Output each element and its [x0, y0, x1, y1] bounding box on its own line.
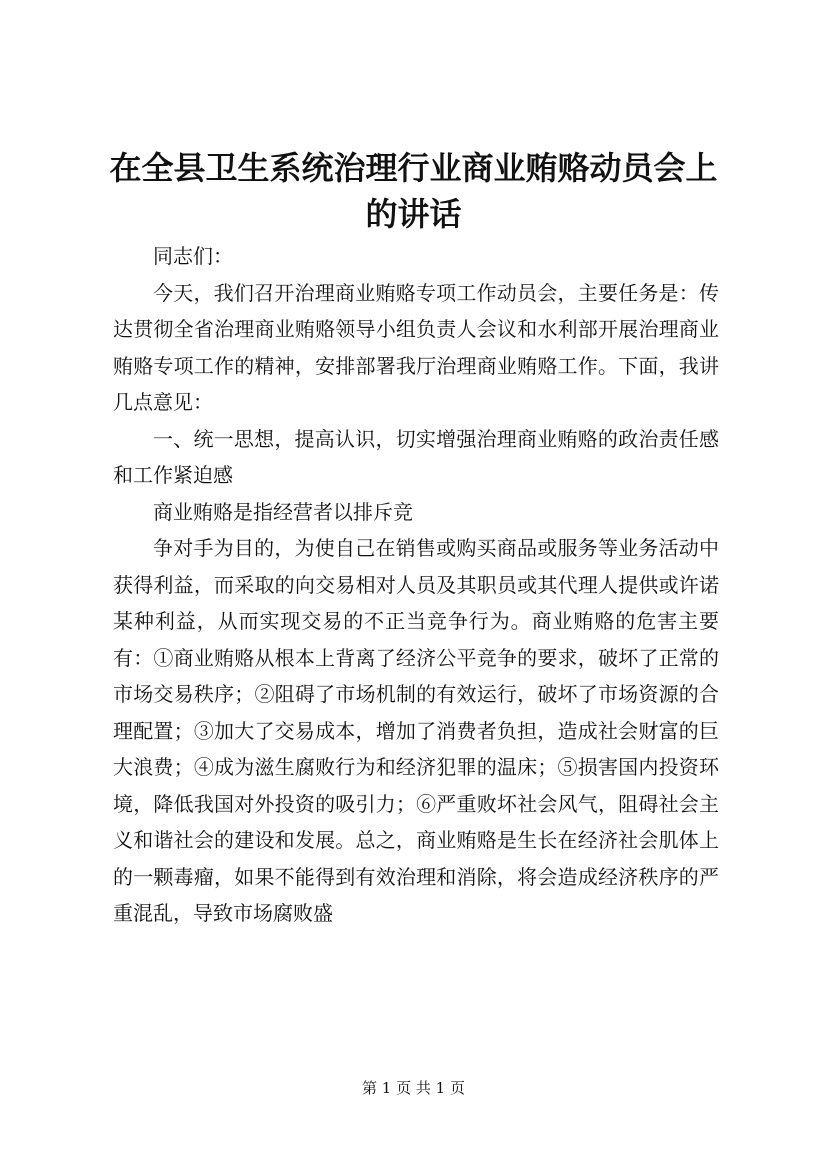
intro-paragraph: 今天，我们召开治理商业贿赂专项工作动员会，主要任务是：传达贯彻全省治理商业贿赂领导小组负责人会议和水利部开展治理商业贿赂专项工作的精神，安排部署我厅治理商业贿赂工作。下面，我讲几点意见： [113, 280, 719, 414]
document-title: 在全县卫生系统治理行业商业贿赂动员会上的讲话 [109, 149, 718, 233]
definition-paragraph: 商业贿赂是指经营者以排斥竞 [153, 499, 413, 524]
detail-paragraph: 争对手为目的，为使自己在销售或购买商品或服务等业务活动中获得利益，而采取的向交易相对人员及其职员或其代理人提供或许诺某种利益，从而实现交易的不正当竞争行为。商业贿赂的危害主要有：①商业贿赂从根本上背离了经济公平竞争的要求，破坏了正常的市场交易秩序；②阻碍了市场机制的有效运行，破坏了市场资源的合理配置；③加大了交易成本，增加了消费者负担，造成社会财富的巨大浪费；④成为滋生腐败行为和经济犯罪的温床；⑤损害国内投资环境，降低我国对外投资的吸引力；⑥严重败坏社会风气，阻碍社会主义和谐社会的建设和发展。总之，商业贿赂是生长在经济社会肌体上的一颗毒瘤，如果不能得到有效治理和消除，将会造成经济秩序的严重混乱，导致市场腐败盛 [113, 536, 719, 925]
section-heading-paragraph: 一、统一思想，提高认识，切实增强治理商业贿赂的政治责任感和工作紧迫感 [113, 426, 719, 487]
document-body [113, 238, 719, 932]
greeting-paragraph: 同志们： [153, 244, 233, 268]
page-footer: 第 1 页 共 1 页 [362, 1079, 465, 1097]
